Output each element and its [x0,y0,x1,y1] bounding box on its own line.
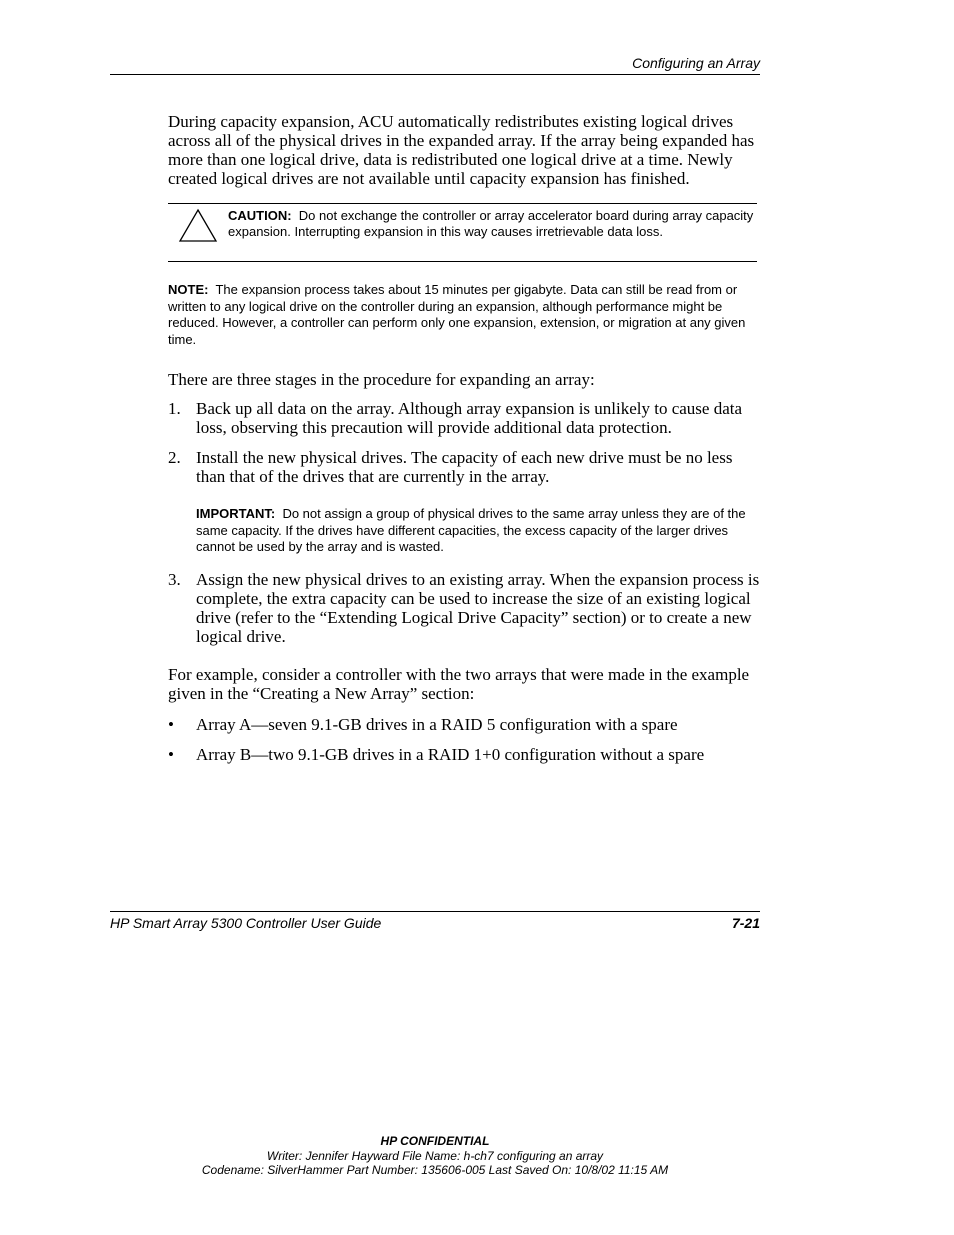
footer-rule [110,911,760,912]
warning-triangle-icon [178,208,218,244]
step-2-text: Install the new physical drives. The capacity of each new drive must be no less than that of the drives that are currently in the array. [196,448,733,486]
bullet-1-marker: • [168,715,174,734]
step-1-number: 1. [168,399,181,418]
bullet-2-text: Array B—two 9.1-GB drives in a RAID 1+0 configuration without a spare [196,745,705,764]
note-label: NOTE: [168,282,209,297]
intro-paragraph: During capacity expansion, ACU automatically redistributes existing logical drives across all of the physical drives in the expanded array. If the array being expanded has more than one logical drive, data is redistributed one logical drive at a time. Newly created logical drives are not available until capacity expansion has finished. [168,112,755,188]
caution-rule-bottom [168,261,757,262]
step-3-text: Assign the new physical drives to an existing array. When the expansion process is complete, the extra capacity can be used to increase the size of an existing logical drive (refer to the “Extending Logical Drive Capacity” section) or to create a new logical drive. [196,570,760,646]
note-block [168,282,763,348]
header-rule [110,74,760,75]
important-block [196,506,762,556]
caution-text [228,208,763,240]
step-3-number: 3. [168,570,181,589]
step-1-text: Back up all data on the array. Although array expansion is unlikely to cause data loss, observing this precaution will provide additional data protection. [196,399,743,437]
footer-guide-title: HP Smart Array 5300 Controller User Guide [110,915,382,931]
confidential-title: HP CONFIDENTIAL [380,1134,490,1148]
important-body: Do not assign a group of physical drives to the same array unless they are of the same capacity. If the drives have different capacities, the excess capacity of the larger drives cannot be used by the array and is wasted. [196,506,746,554]
caution-rule-top [168,203,757,204]
caution-label: CAUTION: [228,208,292,223]
confidential-codename: Codename: SilverHammer Part Number: 135606-005 Last Saved On: 10/8/02 11:15 AM [201,1163,669,1177]
note-body: The expansion process takes about 15 minutes per gigabyte. Data can still be read from or written to any logical drive on the controller during an expansion, although performance might be reduced. However, a controller can perform only one expansion, extension, or migration at any given time. [168,282,746,347]
running-header: Configuring an Array [632,55,760,71]
confidential-writer: Writer: Jennifer Hayward File Name: h-ch7 configuring an array [266,1149,604,1163]
bullet-1-text: Array A—seven 9.1-GB drives in a RAID 5 configuration with a spare [196,715,678,734]
bullet-2-marker: • [168,745,174,764]
step-2-number: 2. [168,448,181,467]
footer-page-number: 7-21 [731,915,760,931]
example-paragraph: For example, consider a controller with the two arrays that were made in the example given in the “Creating a New Array” section: [168,665,750,703]
important-label: IMPORTANT: [196,506,276,521]
stages-intro: There are three stages in the procedure for expanding an array: [168,370,595,389]
caution-body: Do not exchange the controller or array accelerator board during array capacity expansion. Interrupting expansion in this way causes irretrievable data loss. [228,208,754,239]
